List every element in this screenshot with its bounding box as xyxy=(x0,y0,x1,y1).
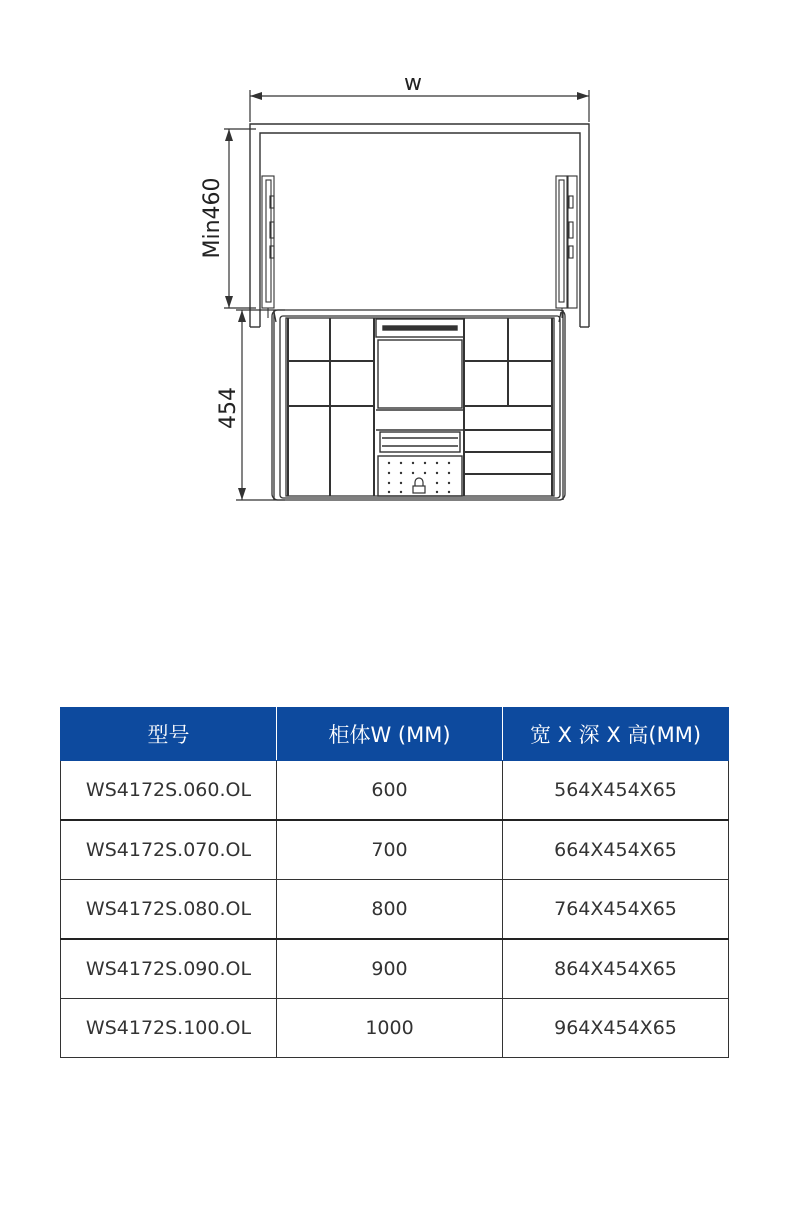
depth-dimension xyxy=(236,310,285,500)
cell-cabinet-width: 800 xyxy=(277,880,503,940)
cell-cabinet-width: 900 xyxy=(277,939,503,999)
cabinet-drawing xyxy=(0,0,790,560)
table-row xyxy=(61,761,729,821)
cell-model: WS4172S.070.OL xyxy=(61,820,277,880)
table-header-row xyxy=(61,708,729,761)
spec-table xyxy=(60,707,729,1058)
cell-dimensions: 564X454X65 xyxy=(503,761,729,821)
cell-dimensions: 764X454X65 xyxy=(503,880,729,940)
table-row xyxy=(61,999,729,1058)
center-module xyxy=(376,319,464,496)
table-row xyxy=(61,820,729,880)
cell-dimensions: 864X454X65 xyxy=(503,939,729,999)
depth-label: 454 xyxy=(216,387,241,429)
cell-dimensions: 964X454X65 xyxy=(503,999,729,1058)
right-compartments xyxy=(464,318,552,496)
cell-model: WS4172S.100.OL xyxy=(61,999,277,1058)
height-dimension xyxy=(224,129,256,308)
header-cabinet-width: 柜体W (MM) xyxy=(277,708,503,761)
left-lift-mechanism xyxy=(262,176,274,318)
cell-cabinet-width: 1000 xyxy=(277,999,503,1058)
cell-model: WS4172S.060.OL xyxy=(61,761,277,821)
cell-cabinet-width: 600 xyxy=(277,761,503,821)
cell-model: WS4172S.080.OL xyxy=(61,880,277,940)
header-dimensions: 宽 X 深 X 高(MM) xyxy=(503,708,729,761)
cell-cabinet-width: 700 xyxy=(277,820,503,880)
cabinet-frame xyxy=(250,124,589,327)
table-row xyxy=(61,939,729,999)
header-model: 型号 xyxy=(61,708,277,761)
lock-icon xyxy=(413,478,425,493)
height-label: Min460 xyxy=(200,177,225,259)
width-label: w xyxy=(404,71,422,96)
cell-dimensions: 664X454X65 xyxy=(503,820,729,880)
table-row xyxy=(61,880,729,940)
right-lift-mechanism xyxy=(556,176,577,318)
cell-model: WS4172S.090.OL xyxy=(61,939,277,999)
left-compartments xyxy=(288,318,374,496)
